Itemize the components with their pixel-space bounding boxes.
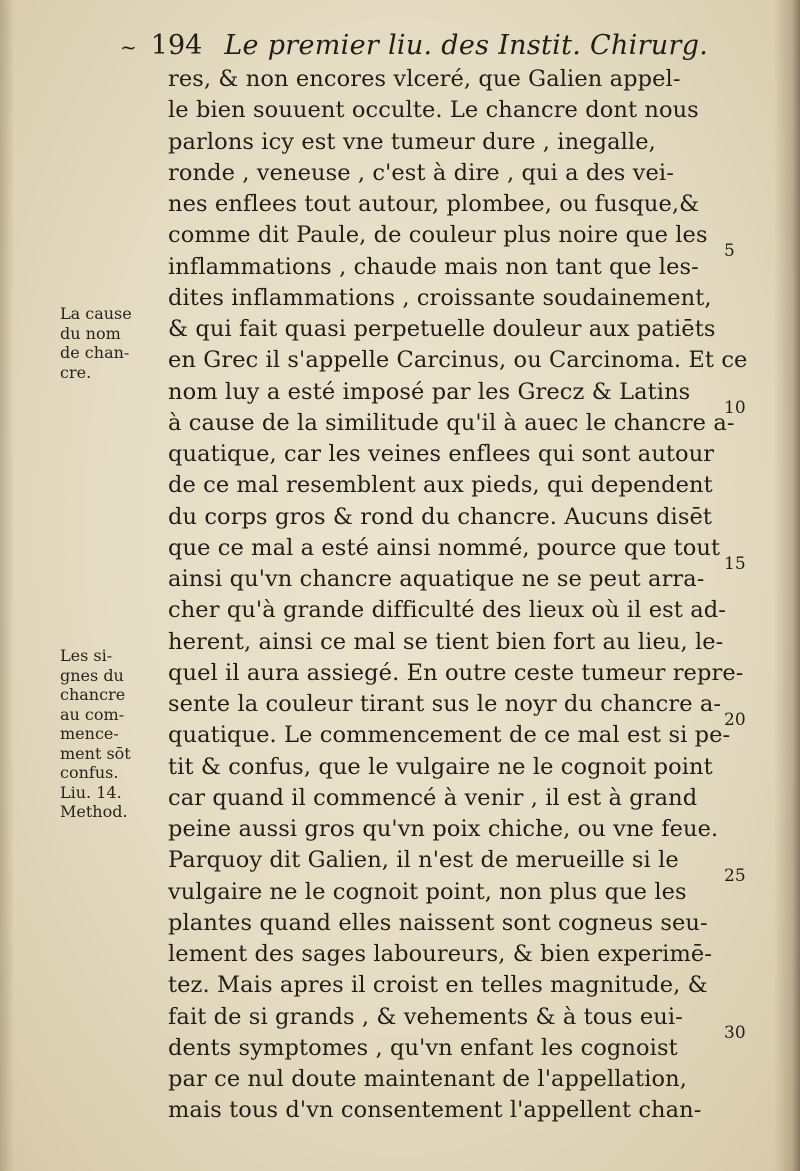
text-line: & qui fait quasi perpetuelle douleur aux patiēts [168, 316, 716, 342]
text-line: peine aussi gros qu'vn poix chiche, ou vne feue. [168, 816, 719, 842]
margin-note-line: cre. [60, 362, 92, 382]
line-number: 5 [724, 241, 735, 262]
margin-note-line: ment sōt [60, 743, 131, 763]
text-line: car quand il commencé à venir , il est à grand [168, 784, 698, 811]
margin-note-line: La cause [60, 304, 132, 323]
line-number: 30 [724, 1022, 746, 1043]
text-line: quatique. Le commencement de ce mal est si pe- [168, 722, 731, 749]
text-line: parlons icy est vne tumeur dure , inegalle, [168, 128, 656, 155]
line-number: 20 [724, 710, 746, 730]
text-line: mais tous d'vn consentement l'appellent chan- [168, 1097, 702, 1124]
text-line: que ce mal a esté ainsi nommé, pource que tout [168, 534, 721, 561]
text-line: herent, ainsi ce mal se tient bien fort au lieu, le- [168, 628, 724, 655]
text-line: lement des sages laboureurs, & bien experimē- [168, 941, 713, 967]
text-line: quel il aura assiegé. En outre ceste tumeur repre- [168, 659, 744, 686]
margin-note-line: Liu. 14. [60, 782, 122, 802]
margin-note-line: chancre [60, 685, 126, 704]
text-line: dents symptomes , qu'vn enfant les cognoist [168, 1034, 678, 1061]
text-line: tit & confus, que le vulgaire ne le cognoit point [168, 753, 713, 780]
text-line: cher qu'à grande difficulté des lieux où il est ad- [168, 597, 726, 624]
text-line: dites inflammations , croissante soudainement, [168, 284, 712, 311]
margin-note-cause-du-nom [60, 304, 170, 382]
margin-note-line: confus. [60, 763, 119, 782]
page-number: 194 [150, 30, 203, 61]
header-dash: ~ [120, 35, 137, 59]
margin-note-line: au com- [60, 704, 125, 724]
text-line: inflammations , chaude mais non tant que les- [168, 253, 699, 280]
text-line: ronde , veneuse , c'est à dire , qui a des vei- [168, 159, 674, 186]
text-line: nom luy a esté imposé par les Grecz & Latins [168, 378, 691, 405]
margin-note-line: de chan- [60, 343, 130, 362]
text-line: nes enflees tout autour, plombee, ou fusque,& [168, 191, 700, 217]
text-line: tez. Mais apres il croist en telles magnitude, & [168, 972, 708, 999]
page-edge-shadow [0, 0, 14, 1171]
margin-note-line: Method. [60, 802, 128, 821]
text-line: fait de si grands , & vehements & à tous eui- [168, 1003, 683, 1030]
text-line: à cause de la similitude qu'il à auec le chancre a- [168, 409, 735, 436]
text-line: par ce nul doute maintenant de l'appellation, [168, 1066, 687, 1092]
margin-note-line: du nom [60, 323, 121, 343]
text-line: plantes quand elles naissent sont cogneus seu- [168, 909, 708, 936]
text-line: le bien souuent occulte. Le chancre dont nous [168, 97, 699, 124]
gutter-shadow [774, 0, 800, 1171]
line-number: 10 [724, 397, 746, 418]
line-number: 25 [724, 866, 746, 887]
text-line: de ce mal resemblent aux pieds, qui dependent [168, 472, 713, 499]
margin-note-line: gnes du [60, 665, 124, 685]
text-line: res, & non encores vlceré, que Galien appel- [168, 66, 681, 92]
text-line: vulgaire ne le cognoit point, non plus que les [168, 878, 687, 905]
margin-note-line: mence- [60, 724, 119, 743]
text-line: ainsi qu'vn chancre aquatique ne se peut arra- [168, 566, 705, 592]
text-line: en Grec il s'appelle Carcinus, ou Carcinoma. Et ce [168, 347, 748, 374]
text-line: comme dit Paule, de couleur plus noire que les [168, 222, 708, 249]
running-title: Le premier liu. des Instit. Chirurg. [224, 30, 709, 61]
margin-note-signes-du-chancre [60, 646, 170, 822]
margin-note-line: Les si- [60, 646, 113, 665]
line-number: 15 [724, 553, 746, 574]
text-line: du corps gros & rond du chancre. Aucuns disēt [168, 503, 713, 530]
text-line: quatique, car les veines enflees qui sont autour [168, 441, 715, 467]
text-line: Parquoy dit Galien, il n'est de merueille si le [168, 847, 679, 874]
text-line: sente la couleur tirant sus le noyr du chancre a- [168, 691, 722, 717]
